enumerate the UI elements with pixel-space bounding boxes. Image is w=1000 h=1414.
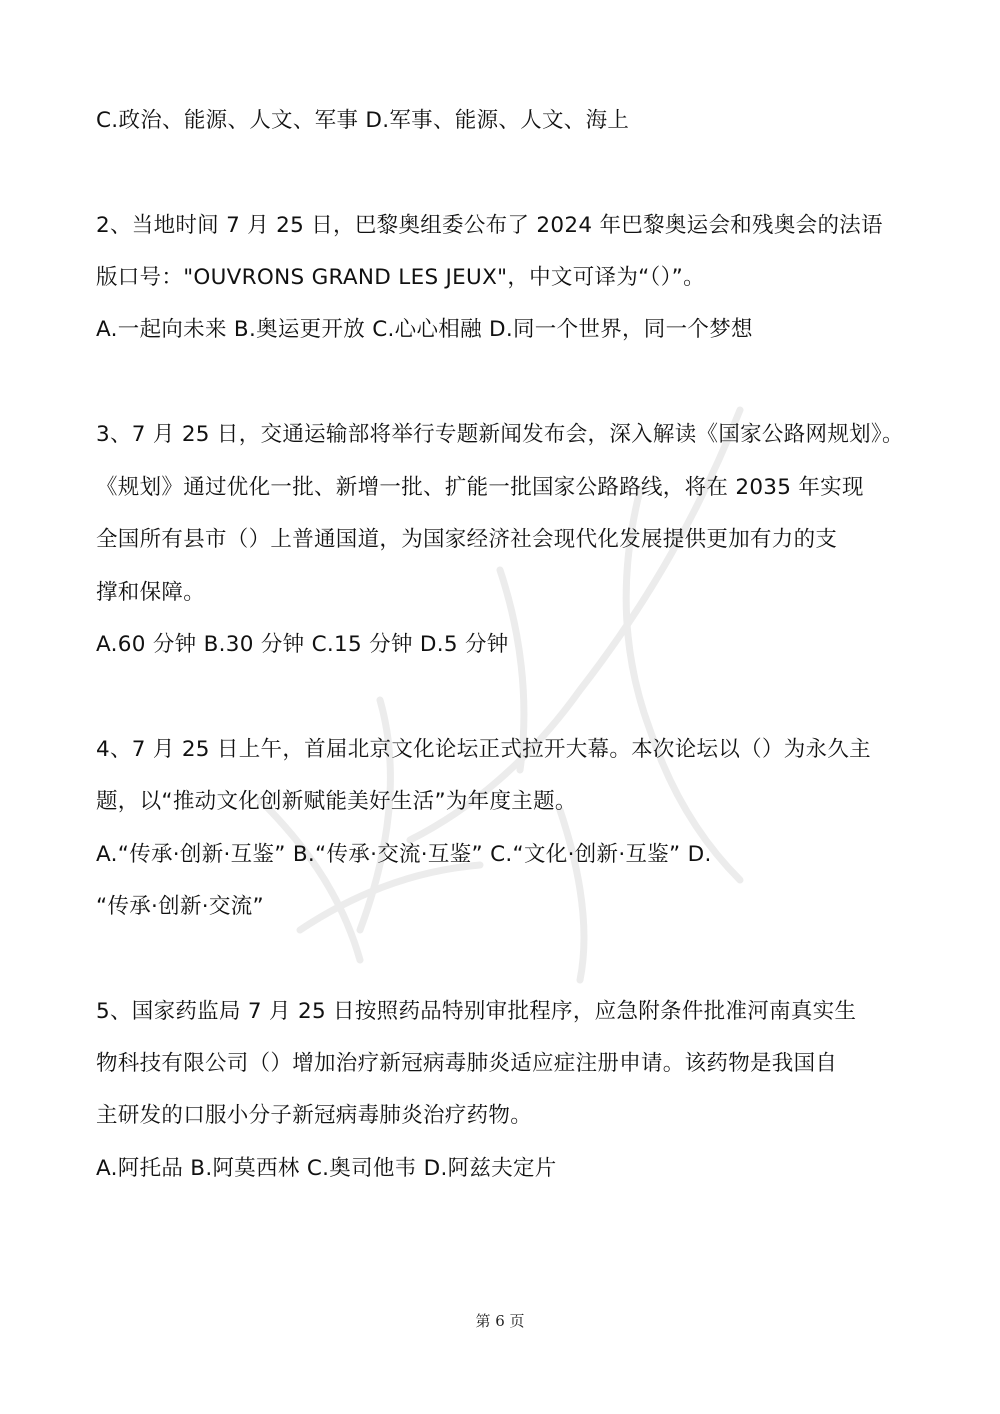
question-5-options: A.阿托品 B.阿莫西林 C.奥司他韦 D.阿兹夫定片 [96, 1156, 557, 1181]
watermark-strokes [200, 370, 820, 990]
question-3-line-4: 撑和保障。 [96, 580, 206, 605]
page-number: 第 6 页 [475, 1312, 525, 1330]
question-4-options-line-2: “传承·创新·交流” [96, 894, 264, 919]
question-4-line-2: 题，以“推动文化创新赋能美好生活”为年度主题。 [96, 789, 577, 814]
question-2-line-1: 2、当地时间 7 月 25 日，巴黎奥组委公布了 2024 年巴黎奥运会和残奥会的法语 [96, 213, 883, 238]
question-5-line-1: 5、国家药监局 7 月 25 日按照药品特别审批程序，应急附条件批准河南真实生 [96, 999, 857, 1024]
question-3-line-2: 《规划》通过优化一批、新增一批、扩能一批国家公路路线，将在 2035 年实现 [96, 475, 864, 500]
question-2-options: A.一起向未来 B.奥运更开放 C.心心相融 D.同一个世界，同一个梦想 [96, 317, 753, 342]
question-4-line-1: 4、7 月 25 日上午，首届北京文化论坛正式拉开大幕。本次论坛以（）为永久主 [96, 737, 871, 762]
question-5-line-3: 主研发的口服小分子新冠病毒肺炎治疗药物。 [96, 1103, 533, 1128]
question-4-options-line-1: A.“传承·创新·互鉴” B.“传承·交流·互鉴” C.“文化·创新·互鉴” D. [96, 842, 712, 867]
question-3-line-1: 3、7 月 25 日，交通运输部将举行专题新闻发布会，深入解读《国家公路网规划》。 [96, 422, 904, 447]
question-5-line-2: 物科技有限公司（）增加治疗新冠病毒肺炎适应症注册申请。该药物是我国自 [96, 1051, 838, 1076]
text-line-c-d-options: C.政治、能源、人文、军事 D.军事、能源、人文、海上 [96, 108, 630, 133]
question-3-line-3: 全国所有县市（）上普通国道，为国家经济社会现代化发展提供更加有力的支 [96, 527, 838, 552]
question-2-line-2: 版口号："OUVRONS GRAND LES JEUX"，中文可译为“（）”。 [96, 265, 705, 290]
question-3-options: A.60 分钟 B.30 分钟 C.15 分钟 D.5 分钟 [96, 632, 509, 657]
